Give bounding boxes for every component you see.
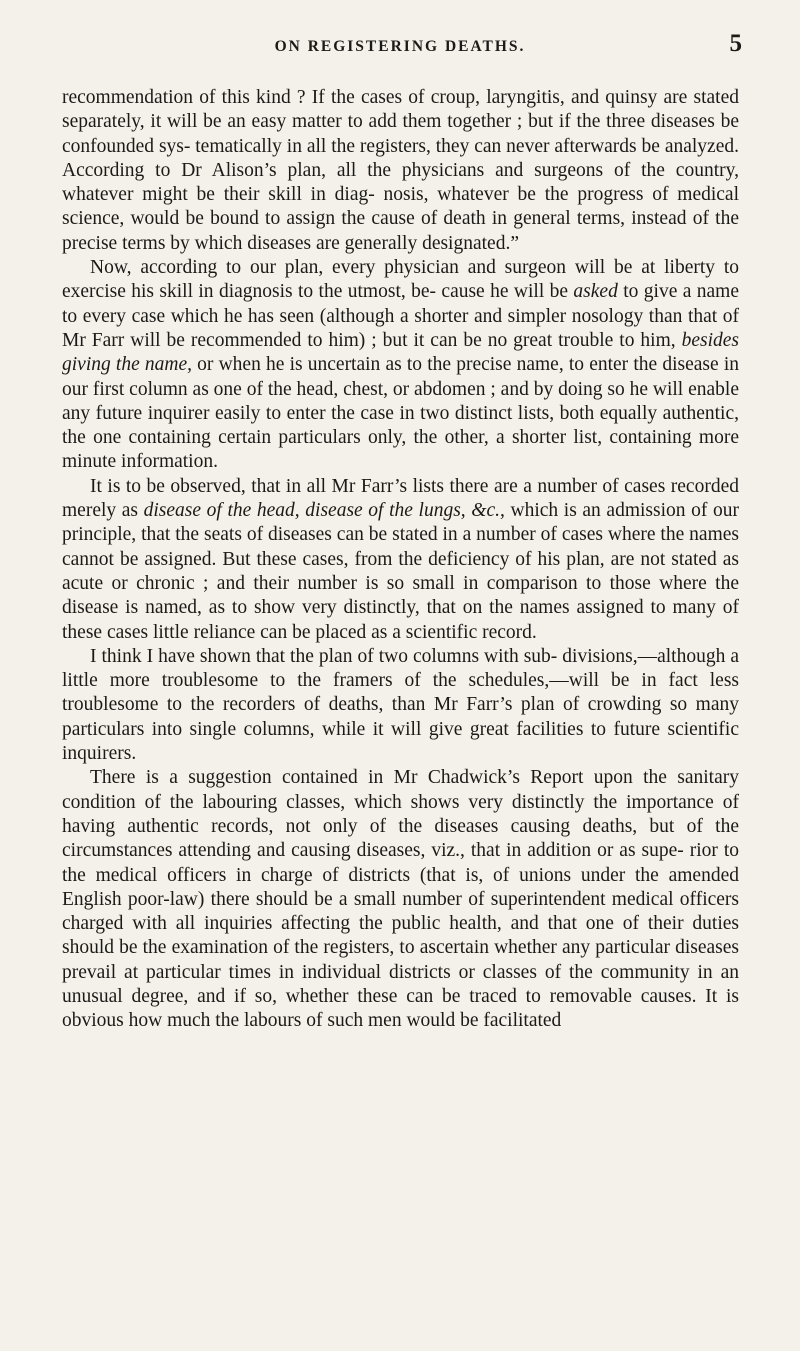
text-run: There is a suggestion contained in Mr Chadwick’s Report upon the sanitary condition of the labouring classes, which shows very distinctly the importance of having authentic records, not only of the diseases causing deaths, but of the circumstances attending and causing diseases, viz., that in addition or as supe- rior to the medical officers in charge of districts (that is, of unions under the amended English poor-law) there should be a small number of superintendent medical officers charged with all inquiries affecting the public health, and that one of their duties should be the examination of the registers, to ascertain whether any particular diseases prevail at particular times in individual districts or classes of the community in an unusual degree, and if so, whether these can be traced to removable causes. It is obvious how much the labours of such men would be facilitated (62, 767, 739, 1032)
text-run: which is an admission of our principle, that the seats of diseases can be stated in a number of cases where the names cannot be assigned. But these cases, from the deficiency of his plan, are not stated as acute or chronic ; and their number is so small in comparison to those where the disease is named, as to show very distinctly, that on the names assigned to many of these cases little reliance can be placed as a scientific record. (62, 500, 739, 643)
paragraph-5 (62, 766, 739, 1033)
page-number: 5 (729, 30, 742, 57)
italic-run: asked (573, 281, 618, 303)
paragraph-2 (62, 256, 739, 475)
text-run: It is to be observed, that in all Mr Farr’s lists there are a number of cases recorded merely as (62, 475, 739, 522)
italic-run: besides giving the name, (62, 329, 739, 376)
paragraph-3 (62, 475, 739, 645)
italic-run: disease of the head, disease of the lungs, &c., (143, 500, 505, 522)
running-title: ON REGISTERING DEATHS. (274, 38, 526, 55)
text-run: to give a name to every case which he has seen (although a shorter and simpler nosology than that of Mr Farr will be recommended to him) ; but it can be no great trouble to him, (62, 281, 740, 351)
text-run: or when he is uncertain as to the precise name, to enter the disease in our first column as one of the head, chest, or abdomen ; and by doing so he will enable any future inquirer easily to enter the case in two distinct lists, both equally authentic, the one containing certain particulars only, the other, a shorter list, containing more minute information. (62, 354, 739, 473)
body-text (62, 86, 739, 1034)
paragraph-4 (62, 645, 739, 766)
paragraph-1 (62, 86, 739, 256)
text-run: recommendation of this kind ? If the cases of croup, laryngitis, and quinsy are stated separately, it will be an easy matter to add them together ; but if the three diseases be confounded sys- tematically in all the registers, they can never afterwards be analyzed. According to Dr Alison’s plan, all the physicians and surgeons of the country, whatever might be their skill in diag- nosis, whatever be the progress of medical science, would be bound to assign the cause of death in general terms, instead of the precise terms by which diseases are generally designated.” (62, 87, 739, 254)
text-run: I think I have shown that the plan of two columns with sub- divisions,—although a little more troublesome to the framers of the schedules,—will be in fact less troublesome to the recorders of deaths, than Mr Farr’s plan of crowding so many particulars into single columns, while it will give great facilities to future scientific inquirers. (62, 645, 739, 765)
text-run: Now, according to our plan, every physician and surgeon will be at liberty to exercise his skill in diagnosis to the utmost, be- cause he will be (62, 257, 739, 303)
